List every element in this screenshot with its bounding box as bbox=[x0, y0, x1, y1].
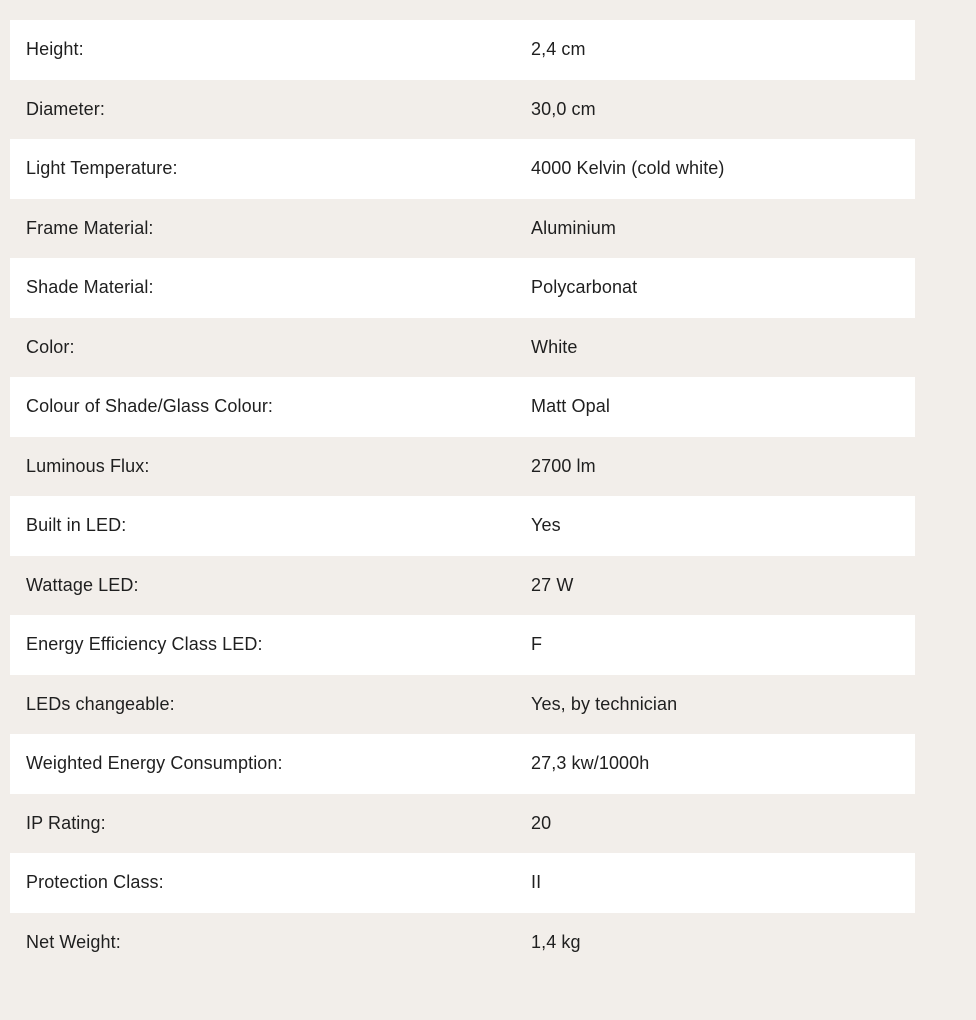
spec-label: Diameter: bbox=[26, 98, 105, 119]
spec-label: Protection Class: bbox=[26, 872, 164, 893]
spec-label: Height: bbox=[26, 39, 84, 60]
spec-label: Luminous Flux: bbox=[26, 455, 150, 476]
spec-value: 20 bbox=[531, 812, 552, 833]
spec-row-luminous-flux bbox=[10, 437, 915, 497]
spec-row-shade-colour bbox=[10, 377, 915, 437]
spec-label: Color: bbox=[26, 336, 75, 357]
spec-value: Aluminium bbox=[531, 217, 616, 238]
spec-row-built-in-led bbox=[10, 496, 915, 556]
spec-label: Wattage LED: bbox=[26, 574, 139, 595]
spec-value: II bbox=[531, 872, 542, 893]
spec-value: 1,4 kg bbox=[531, 931, 581, 952]
spec-value: 2,4 cm bbox=[531, 39, 586, 60]
spec-row-light-temperature bbox=[10, 139, 915, 199]
spec-label: Energy Efficiency Class LED: bbox=[26, 634, 263, 655]
spec-label: LEDs changeable: bbox=[26, 693, 175, 714]
spec-value: 27 W bbox=[531, 574, 574, 595]
spec-value: 27,3 kw/1000h bbox=[531, 753, 650, 774]
spec-row-weighted-energy-consumption bbox=[10, 734, 915, 794]
product-specifications-table bbox=[10, 20, 915, 972]
spec-row-leds-changeable bbox=[10, 675, 915, 735]
spec-row-ip-rating bbox=[10, 794, 915, 854]
spec-label: Shade Material: bbox=[26, 277, 154, 298]
spec-value: 30,0 cm bbox=[531, 98, 596, 119]
spec-label: Net Weight: bbox=[26, 931, 121, 952]
spec-value: Matt Opal bbox=[531, 396, 610, 417]
spec-row-protection-class bbox=[10, 853, 915, 913]
spec-row-shade-material bbox=[10, 258, 915, 318]
spec-value: 4000 Kelvin (cold white) bbox=[531, 158, 725, 179]
spec-value: Polycarbonat bbox=[531, 277, 638, 298]
spec-row-color bbox=[10, 318, 915, 378]
spec-row-net-weight bbox=[10, 913, 915, 973]
spec-label: Light Temperature: bbox=[26, 158, 178, 179]
spec-value: F bbox=[531, 634, 543, 655]
spec-label: Weighted Energy Consumption: bbox=[26, 753, 283, 774]
spec-value: 2700 lm bbox=[531, 455, 596, 476]
spec-value: White bbox=[531, 336, 578, 357]
spec-row-height bbox=[10, 20, 915, 80]
spec-label: Colour of Shade/Glass Colour: bbox=[26, 396, 274, 417]
spec-row-wattage-led bbox=[10, 556, 915, 616]
spec-value: Yes bbox=[531, 515, 561, 536]
spec-row-diameter bbox=[10, 80, 915, 140]
spec-value: Yes, by technician bbox=[531, 693, 678, 714]
spec-row-frame-material bbox=[10, 199, 915, 259]
spec-label: IP Rating: bbox=[26, 812, 106, 833]
spec-label: Frame Material: bbox=[26, 217, 154, 238]
spec-label: Built in LED: bbox=[26, 515, 127, 536]
spec-row-energy-efficiency-class bbox=[10, 615, 915, 675]
